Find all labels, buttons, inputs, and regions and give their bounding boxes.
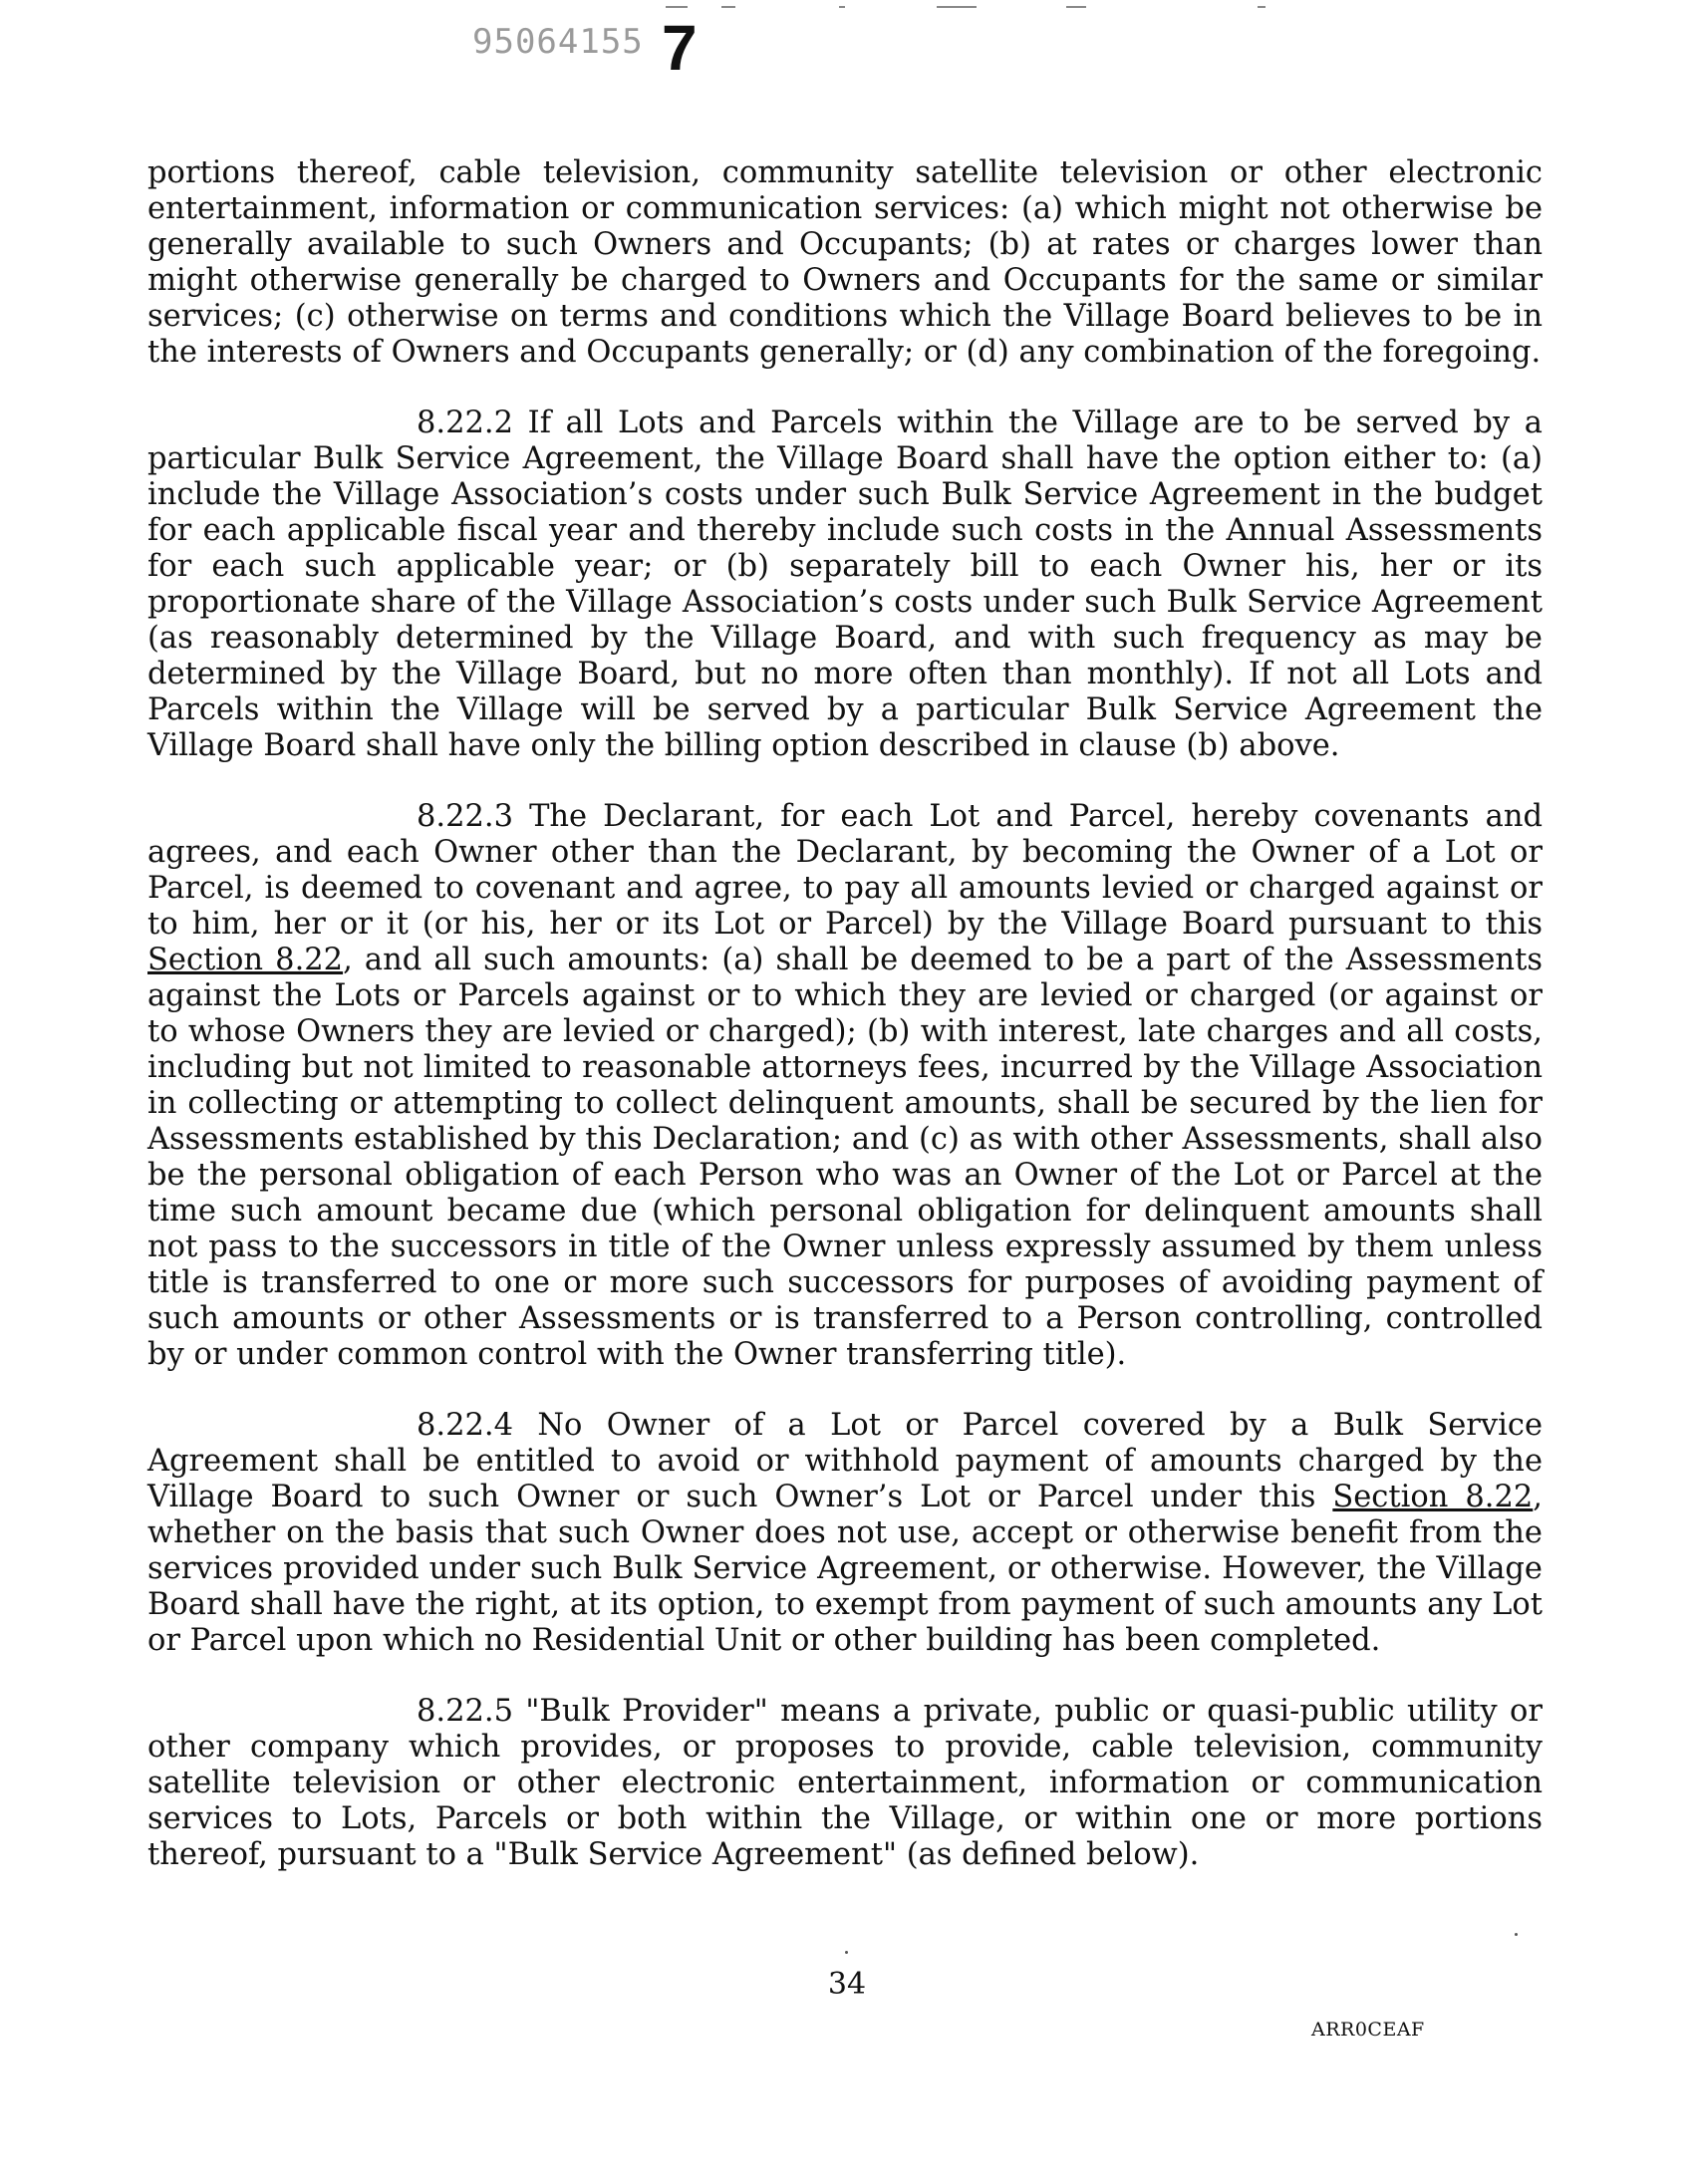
paragraph-p1 [147,406,1543,764]
bates-stamp [472,12,699,84]
paragraph-p2 [147,799,1543,1373]
paragraph-text: 8.22.2 If all Lots and Parcels within the Village are to be served by a particular Bulk Service Agreement, the Village Board shall have the option either to: (a) include the Village Association’s costs under such Bulk Service Agreement in the budget for each applicable fiscal year and thereby include such costs in the Annual Assessments for each such applicable year; or (b) separately bill to each Owner his, her or its proportionate share of the Village Association’s costs under such Bulk Service Agreement (as reasonably determined by the Village Board, and with such frequency as may be determined by the Village Board, but no more often than monthly). If not all Lots and Parcels within the Village will be served by a particular Bulk Service Agreement the Village Board shall have only the billing option described in clause (b) above. [147,406,1543,763]
paragraph-text: portions thereof, cable television, community satellite television or other electronic entertainment, information or communication services: (a) which might not otherwise be generally available to such Owners and Occupants; (b) at rates or charges lower than might otherwise generally be charged to Owners and Occupants for the same or similar services; (c) otherwise on terms and conditions which the Village Board believes to be in the interests of Owners and Occupants generally; or (d) any combination of the foregoing. [147,155,1543,370]
paragraph-text: , and all such amounts: (a) shall be deemed to be a part of the Assessments against the Lots or Parcels against or to which they are levied or charged (or against or to whose Owners they are levied or charged); (b) with interest, late charges and all costs, including but not limited to reasonable attorneys fees, incurred by the Village Association in collecting or attempting to collect delinquent amounts, shall be secured by the lien for Assessments established by this Declaration; and (c) as with other Assessments, shall also be the personal obligation of each Person who was an Owner of the Lot or Parcel at the time such amount became due (which personal obligation for delinquent amounts shall not pass to the successors in title of the Owner unless expressly assumed by them unless title is transferred to one or more such successors for purposes of avoiding payment of such amounts or other Assessments or is transferred to a Person controlling, controlled by or under common control with the Owner transferring title). [147,943,1543,1372]
scan-edge-marks [0,0,1690,12]
scan-speck [845,1951,848,1954]
bates-tail-digit: 7 [662,12,699,84]
paragraph-p0 [147,155,1543,371]
document-body [147,155,1543,1908]
section-reference: Section 8.22 [147,943,344,977]
paragraph-text: 8.22.5 "Bulk Provider" means a private, public or quasi-public utility or other company which provides, or proposes to provide, cable television, community satellite television or other electronic entertainment, information or communication services to Lots, Parcels or both within the Village, or within one or more portions thereof, pursuant to a "Bulk Service Agreement" (as defined below). [147,1694,1543,1872]
paragraph-p4 [147,1694,1543,1873]
page-number: 34 [827,1967,867,2002]
section-reference: Section 8.22 [1332,1480,1534,1514]
bates-number: 95064155 [472,22,644,62]
paragraph-p3 [147,1408,1543,1659]
paragraph-text: , whether on the basis that such Owner does not use, accept or otherwise benefit from the services provided under such Bulk Service Agreement, or otherwise. However, the Village Board shall have the right, at its option, to exempt from payment of such amounts any Lot or Parcel upon which no Residential Unit or other building has been completed. [147,1480,1543,1658]
scan-speck [1515,1933,1518,1936]
document-code: ARR0CEAF [1311,2019,1425,2041]
paragraph-text: 8.22.4 No Owner of a Lot or Parcel covered by a Bulk Service Agreement shall be entitled to avoid or withhold payment of amounts charged by the Village Board to such Owner or such Owner’s Lot or Parcel under this [147,1408,1543,1514]
paragraph-text: 8.22.3 The Declarant, for each Lot and Parcel, hereby covenants and agrees, and each Owner other than the Declarant, by becoming the Owner of a Lot or Parcel, is deemed to covenant and agree, to pay all amounts levied or charged against or to him, her or it (or his, her or its Lot or Parcel) by the Village Board pursuant to this [147,799,1543,942]
